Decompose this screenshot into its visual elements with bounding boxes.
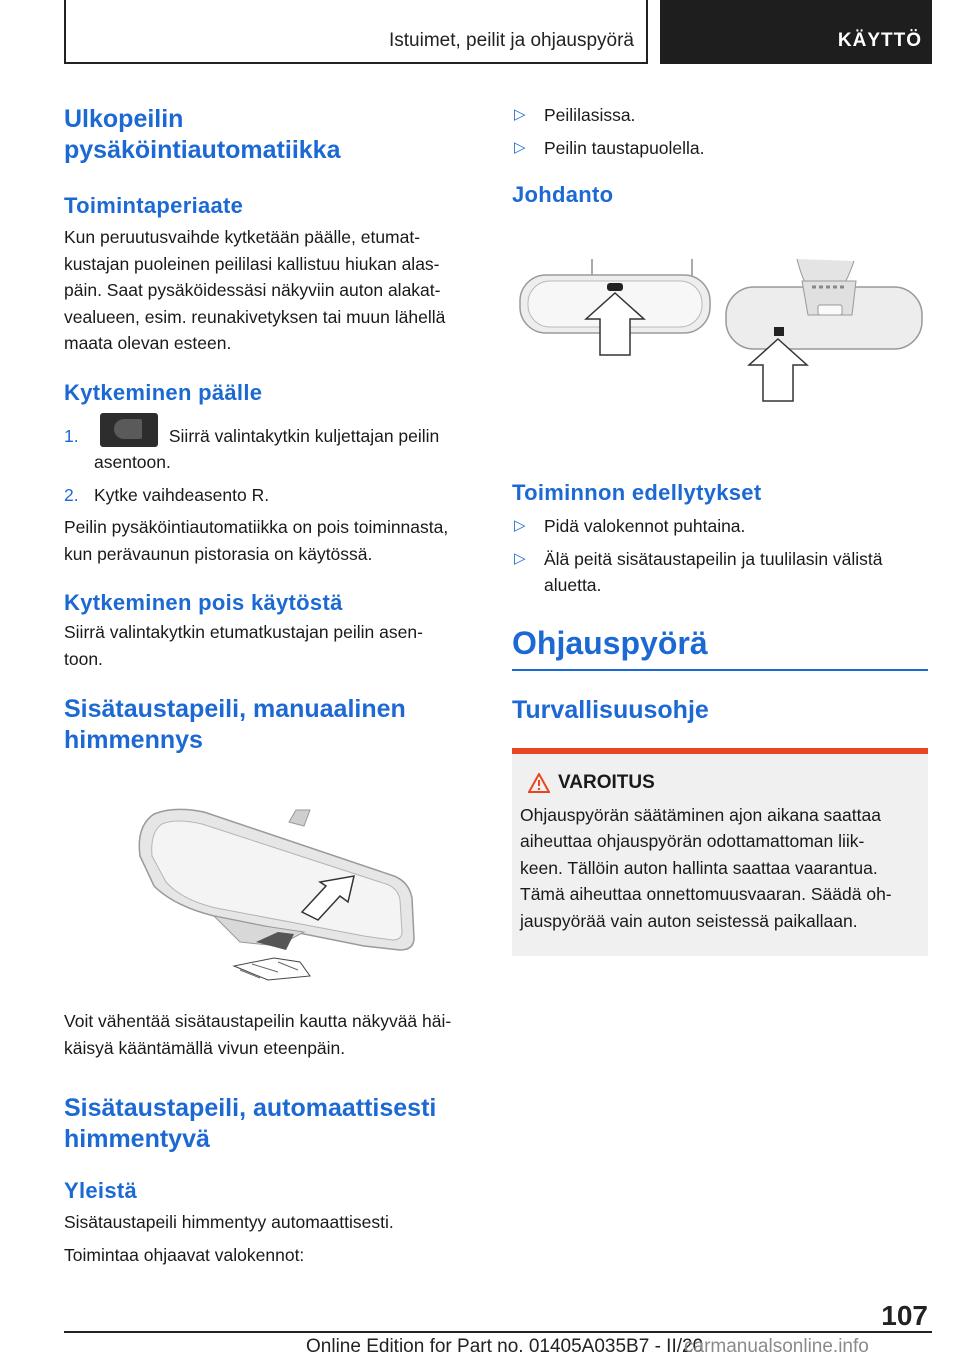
right-column: [512, 100, 928, 956]
step-2-text: Kytke vaihdeasento R.: [94, 484, 270, 505]
header-section: KÄYTTÖ: [837, 30, 922, 51]
step-1-text: Siirrä valintakytkin kuljettajan peilin: [168, 425, 440, 446]
warning-header: [520, 772, 920, 794]
title-exterior-mirror-line2: pysäköintiautomatiikka: [64, 136, 341, 164]
triangle-bullet-icon: ▷: [514, 549, 526, 567]
title-manual-dimming-line1: Sisätaustapeili, manuaalinen: [64, 695, 406, 723]
header-chapter-box: [64, 0, 648, 64]
step-1-number: 1.: [64, 425, 79, 446]
edition-text: Online Edition for Part no. 01405A035B7 - II/20: [306, 1336, 704, 1357]
off-line2: toon.: [64, 648, 103, 669]
sensors-line: Toimintaa ohjaavat valokennot:: [64, 1244, 305, 1265]
heading-switch-off: Kytkeminen pois käytöstä: [64, 590, 343, 615]
page-number: 107: [881, 1300, 928, 1331]
header-section-box: [660, 0, 932, 64]
title-auto-dimming-line2: himmentyvä: [64, 1125, 210, 1153]
triangle-bullet-icon: ▷: [514, 106, 526, 123]
bullet-mirror-glass: ▷ Peililasissa.: [512, 102, 928, 129]
heading-general: Yleistä: [64, 1178, 138, 1203]
on-note-line1: Peilin pysäköintiautomatiikka on pois toiminnasta,: [64, 517, 449, 537]
footer-divider: [64, 1331, 932, 1333]
title-exterior-mirror-line1: Ulkopeilin: [64, 105, 184, 133]
step-2: [64, 482, 478, 509]
warning-triangle-icon: [528, 773, 550, 793]
manual-line2: käisyä kääntämällä vivun eteenpäin.: [64, 1037, 346, 1058]
triangle-bullet-icon: ▷: [514, 138, 526, 156]
general-line: Sisätaustapeili himmentyy automaattisesti.: [64, 1212, 394, 1232]
bullet-mirror-back: ▷ Peilin taustapuolella.: [512, 135, 928, 162]
header-chapter: Istuimet, peilit ja ohjauspyörä: [388, 30, 634, 51]
interior-mirror-manual-illustration: [64, 766, 478, 996]
left-column: [64, 100, 478, 1268]
on-note-line2: kun perävaunun pistorasia on käytössä.: [64, 543, 373, 564]
heading-principle: Toimintaperiaate: [64, 193, 244, 218]
triangle-bullet-icon: ▷: [514, 517, 526, 534]
heading-requirements: Toiminnon edellytykset: [512, 480, 762, 505]
watermark: carmanualsonline.info: [684, 1336, 869, 1357]
title-auto-dimming-line1: Sisätaustapeili, automaattisesti: [64, 1094, 437, 1122]
step-2-number: 2.: [64, 484, 79, 505]
section-title-steering-wheel: Ohjauspyörä: [512, 623, 928, 671]
step-1-continuation: asentoon.: [94, 452, 171, 472]
warning-box: VAROITUS Ohjauspyörän säätäminen ajon aikana saattaa aiheuttaa ohjauspyörän odottamattoman liik- keen. Tällöin auton hallinta saattaa vaarantua. Tämä aiheuttaa onnettomuusvaaran. Säädä oh- jauspyörää vain auton seistessä paikallaan.: [512, 748, 928, 957]
principle-paragraph: Kun peruutusvaihde kytketään päälle, etumat- kustajan puoleinen peililasi kallistuu hiukan alas- päin. Saat pysäköidessäsi näkyviin auton alakat- vealueen, esim. reunakivetyksen tai muun lähellä maata olevan esteen.: [64, 227, 446, 353]
light-sensors-illustration: [512, 259, 928, 429]
warning-title: VAROITUS: [558, 771, 655, 793]
step-1: [64, 423, 478, 476]
mirror-switch-icon: [100, 413, 158, 447]
title-manual-dimming-line2: himmennys: [64, 726, 203, 754]
heading-introduction: Johdanto: [512, 182, 614, 207]
bullet-do-not-cover: ▷ Älä peitä sisätaustapeilin ja tuulilasin välistä aluetta.: [512, 546, 928, 599]
heading-switch-on: Kytkeminen päälle: [64, 379, 263, 405]
bullet-keep-clean: ▷ Pidä valokennot puhtaina.: [512, 513, 928, 540]
heading-safety: Turvallisuusohje: [512, 695, 709, 724]
off-line1: Siirrä valintakytkin etumatkustajan peilin asen-: [64, 622, 423, 642]
manual-line1: Voit vähentää sisätaustapeilin kautta näkyvää häi-: [64, 1011, 452, 1031]
